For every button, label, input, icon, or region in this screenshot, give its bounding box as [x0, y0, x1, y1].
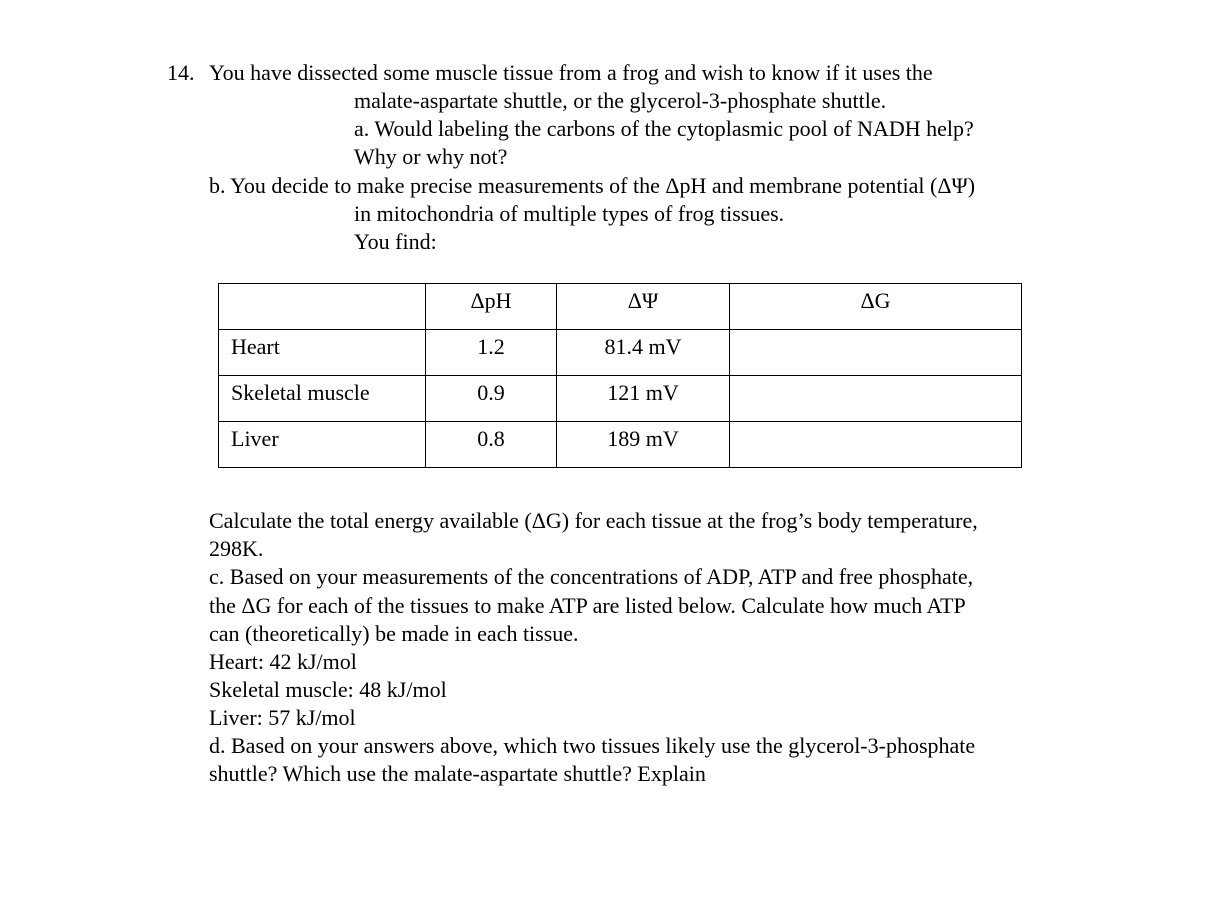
delta-g-value	[730, 422, 1021, 425]
part-a-line-2: Why or why not?	[354, 144, 508, 169]
calculate-line-1: Calculate the total energy available (ΔG) for each tissue at the frog’s body temperature,	[209, 508, 978, 533]
delta-g-value	[730, 330, 1021, 333]
liver-delta-g: Liver: 57 kJ/mol	[209, 705, 356, 730]
delta-g-value	[730, 376, 1021, 379]
table-row	[219, 330, 1022, 376]
delta-ph-value: 0.8	[477, 426, 505, 451]
part-b-line-1: b. You decide to make precise measurements of the ΔpH and membrane potential (ΔΨ)	[209, 173, 976, 198]
part-d-line-2: shuttle? Which use the malate-aspartate shuttle? Explain	[209, 761, 706, 786]
question-number: 14.	[167, 60, 195, 85]
part-c-line-3: can (theoretically) be made in each tissue.	[209, 621, 579, 646]
tissue-name: Heart	[231, 334, 280, 359]
table-cell	[730, 330, 1022, 376]
table-header-row	[219, 284, 1022, 330]
part-b-line-2: in mitochondria of multiple types of frog tissues.	[354, 201, 785, 226]
table-cell	[730, 376, 1022, 422]
delta-ph-value: 1.2	[477, 334, 505, 359]
table-row	[219, 422, 1022, 468]
table-cell	[730, 422, 1022, 468]
table-row	[219, 376, 1022, 422]
heart-delta-g: Heart: 42 kJ/mol	[209, 649, 357, 674]
table-cell	[557, 422, 730, 468]
delta-psi-value: 121 mV	[607, 380, 679, 405]
question-intro-line-2: malate-aspartate shuttle, or the glycerol-3-phosphate shuttle.	[354, 88, 887, 113]
part-d-line-1: d. Based on your answers above, which two tissues likely use the glycerol-3-phosphate	[209, 733, 976, 758]
delta-psi-value: 81.4 mV	[604, 334, 682, 359]
table-cell	[219, 422, 426, 468]
table-header-cell	[730, 284, 1022, 330]
delta-psi-value: 189 mV	[607, 426, 679, 451]
table-header-text	[231, 284, 425, 287]
calculate-line-2: 298K.	[209, 536, 264, 561]
table-header-cell	[426, 284, 557, 330]
tissue-name: Skeletal muscle	[231, 380, 370, 405]
skeletal-delta-g: Skeletal muscle: 48 kJ/mol	[209, 677, 447, 702]
part-c-line-1: c. Based on your measurements of the concentrations of ADP, ATP and free phosphate,	[209, 564, 974, 589]
table-cell	[219, 330, 426, 376]
data-table	[218, 283, 1022, 468]
table-cell	[557, 330, 730, 376]
part-c-line-2: the ΔG for each of the tissues to make ATP are listed below. Calculate how much ATP	[209, 593, 966, 618]
delta-ph-value: 0.9	[477, 380, 505, 405]
table-header-text: ΔΨ	[627, 288, 659, 313]
tissue-name: Liver	[231, 426, 279, 451]
table-cell	[557, 376, 730, 422]
table-header-cell	[557, 284, 730, 330]
table-cell	[426, 422, 557, 468]
question-intro-line-1: You have dissected some muscle tissue from a frog and wish to know if it uses the	[209, 60, 933, 85]
table-header-text: ΔG	[860, 288, 891, 313]
table-cell	[219, 376, 426, 422]
part-b-line-3: You find:	[354, 229, 437, 254]
table-header-text: ΔpH	[470, 288, 512, 313]
table-cell	[426, 330, 557, 376]
table-cell	[426, 376, 557, 422]
table-header-cell	[219, 284, 426, 330]
part-a-line-1: a. Would labeling the carbons of the cytoplasmic pool of NADH help?	[354, 116, 974, 141]
